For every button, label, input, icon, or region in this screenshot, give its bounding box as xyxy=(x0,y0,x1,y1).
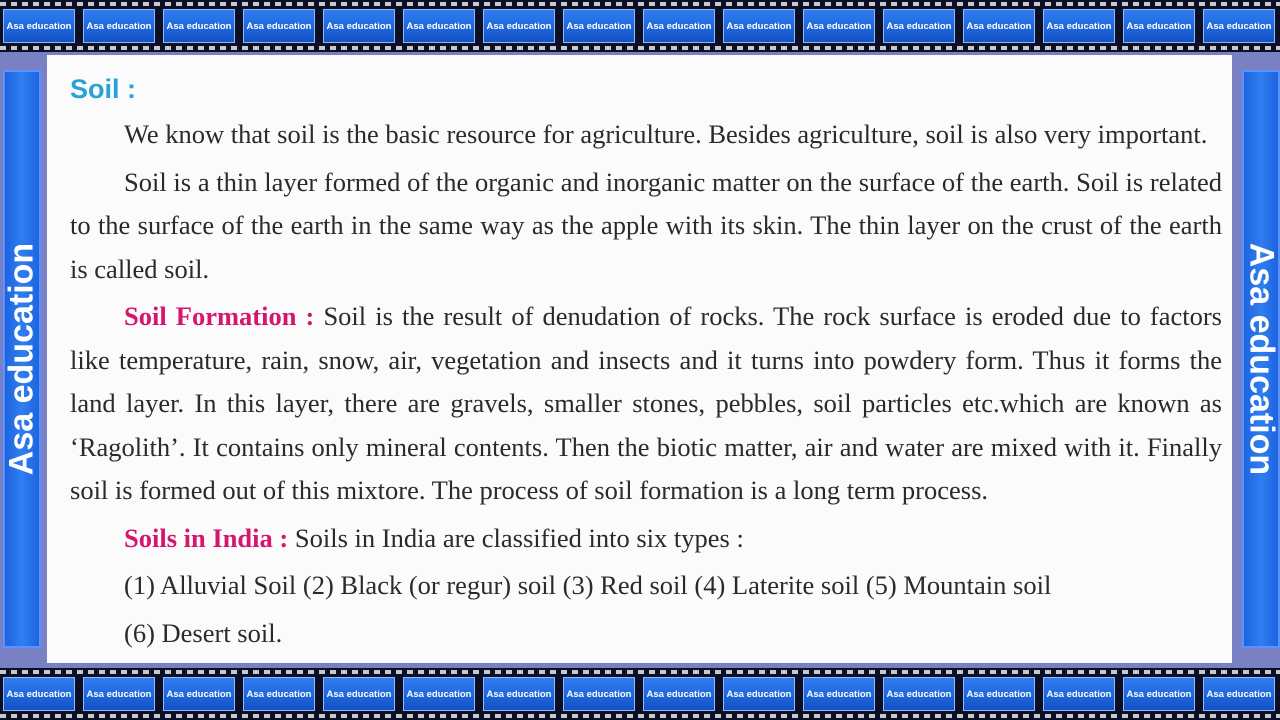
bottom-banner-tile: Asa education xyxy=(1043,677,1115,711)
paragraph-soils-in-india xyxy=(70,517,1222,561)
soils-in-india-text: Soils in India are classified into six types : xyxy=(288,522,744,553)
document-content xyxy=(70,69,1222,655)
left-side-banner xyxy=(3,70,41,648)
film-perforations xyxy=(0,46,1280,50)
paragraph-soil-formation xyxy=(70,295,1222,513)
top-banner-tile: Asa education xyxy=(723,9,795,43)
paragraph-definition: Soil is a thin layer formed of the organic and inorganic matter on the surface of the earth. Soil is related to the surface of the earth in the same way as the apple with its skin. The thin layer on the crust of the earth is called soil. xyxy=(70,166,1222,284)
bottom-banner-tile: Asa education xyxy=(963,677,1035,711)
bottom-banner-tile: Asa education xyxy=(883,677,955,711)
right-side-banner xyxy=(1242,70,1280,648)
top-banner-tile: Asa education xyxy=(1203,9,1275,43)
soil-types-line-2: (6) Desert soil. xyxy=(124,617,283,648)
bottom-banner-tile: Asa education xyxy=(483,677,555,711)
bottom-banner-tile: Asa education xyxy=(1123,677,1195,711)
top-banner-tile: Asa education xyxy=(883,9,955,43)
right-banner-label: Asa education xyxy=(1242,242,1280,476)
top-banner-tile: Asa education xyxy=(963,9,1035,43)
bottom-banner-strip xyxy=(0,668,1280,720)
top-banner-tile: Asa education xyxy=(3,9,75,43)
top-banner-tile: Asa education xyxy=(563,9,635,43)
top-banner-tile: Asa education xyxy=(163,9,235,43)
top-banner-tile: Asa education xyxy=(403,9,475,43)
soil-formation-text: Soil is the result of denudation of rocks. The rock surface is eroded due to factors like temperature, rain, snow, air, vegetation and insects and it turns into powdery form. Thus it forms the land layer. In this layer, there are gravels, smaller stones, pebbles, soil particles etc.which are known as ‘Ragolith’. It contains only mineral contents. Then the biotic matter, air and water are mixed with it. Finally soil is formed out of this mixtore. The process of soil formation is a long term process. xyxy=(70,301,1222,505)
section-heading-soil: Soil : xyxy=(70,74,136,104)
top-banner-tile: Asa education xyxy=(1043,9,1115,43)
soil-types-line-1: (1) Alluvial Soil (2) Black (or regur) soil (3) Red soil (4) Laterite soil (5) Mountain soil xyxy=(124,570,1052,600)
film-perforations xyxy=(0,2,1280,6)
bottom-banner-tile: Asa education xyxy=(1203,677,1275,711)
bottom-banner-tile: Asa education xyxy=(83,677,155,711)
left-banner-label: Asa education xyxy=(2,242,41,476)
top-banner-tile: Asa education xyxy=(243,9,315,43)
top-banner-tile: Asa education xyxy=(323,9,395,43)
bottom-banner-tile: Asa education xyxy=(243,677,315,711)
subheading-soil-formation: Soil Formation : xyxy=(124,301,315,331)
film-perforations xyxy=(0,714,1280,718)
top-banner-tile: Asa education xyxy=(643,9,715,43)
bottom-banner-tile: Asa education xyxy=(403,677,475,711)
film-perforations xyxy=(0,670,1280,674)
bottom-banner-tile: Asa education xyxy=(723,677,795,711)
bottom-banner-tile: Asa education xyxy=(563,677,635,711)
top-banner-strip xyxy=(0,0,1280,52)
document-page xyxy=(47,55,1232,663)
top-banner-tile: Asa education xyxy=(483,9,555,43)
bottom-banner-tile: Asa education xyxy=(323,677,395,711)
top-banner-tile: Asa education xyxy=(83,9,155,43)
top-banner-tile: Asa education xyxy=(803,9,875,43)
paragraph-intro: We know that soil is the basic resource for agriculture. Besides agriculture, soil is also very important. xyxy=(124,119,1208,149)
top-banner-tile: Asa education xyxy=(1123,9,1195,43)
bottom-banner-tile: Asa education xyxy=(643,677,715,711)
bottom-banner-tile: Asa education xyxy=(3,677,75,711)
subheading-soils-in-india: Soils in India : xyxy=(124,522,289,553)
bottom-banner-tile: Asa education xyxy=(163,677,235,711)
bottom-banner-tile: Asa education xyxy=(803,677,875,711)
